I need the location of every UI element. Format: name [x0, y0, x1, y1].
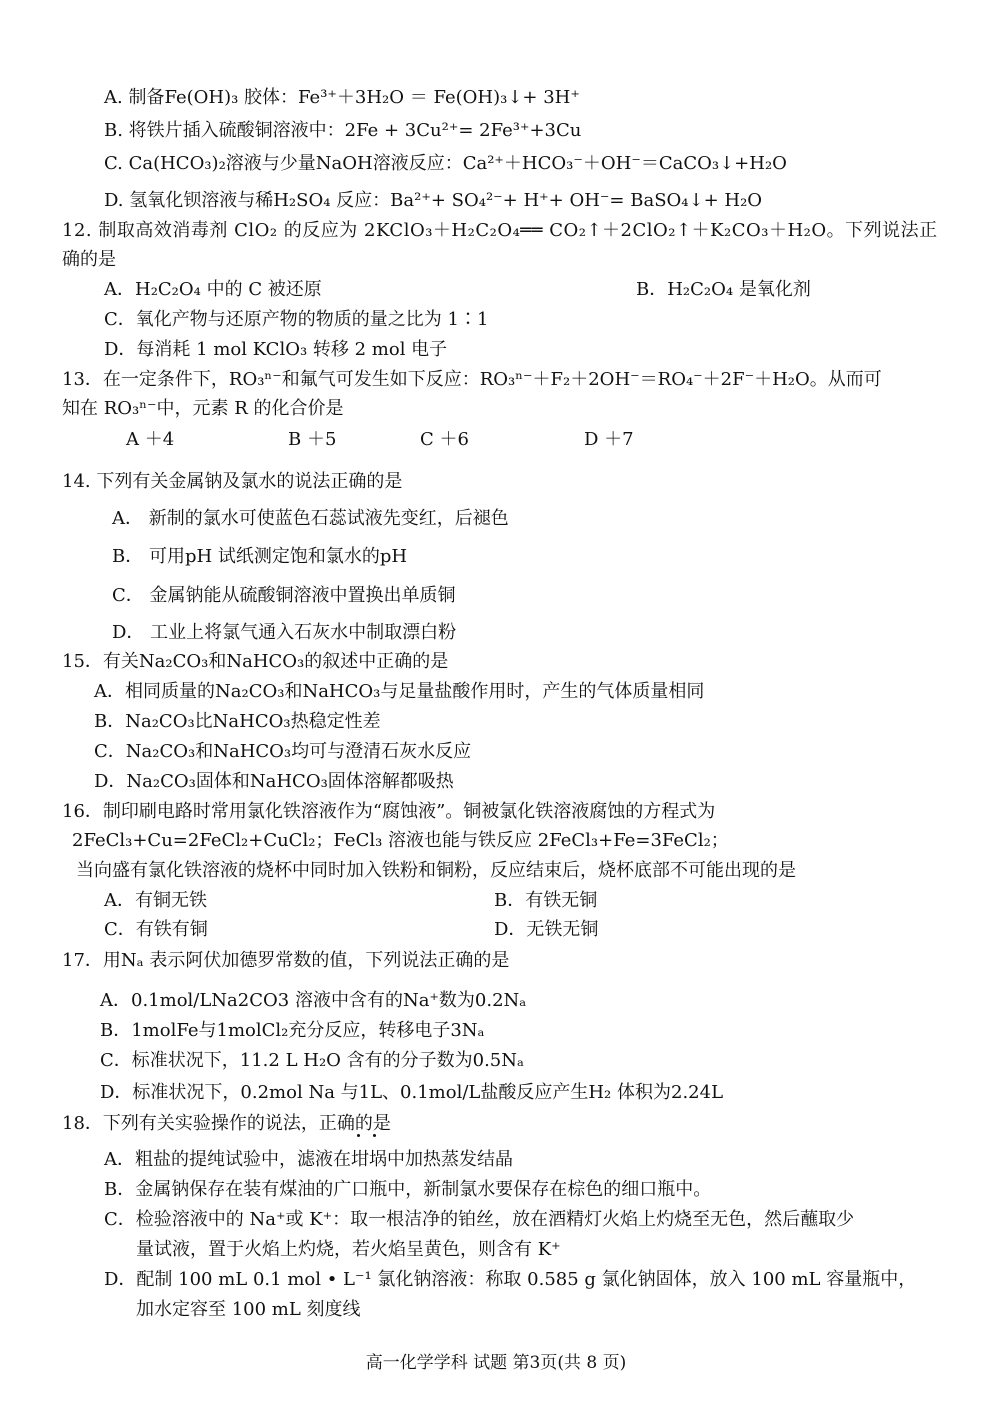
q12-option-d: D．每消耗 1 mol KClO₃ 转移 2 mol 电子	[104, 339, 448, 360]
q16-option-c: C．有铁有铜	[104, 919, 208, 940]
q11-option-a: A. 制备Fe(OH)₃ 胶体：Fe³⁺＋3H₂O ＝ Fe(OH)₃↓+ 3H⁺	[104, 87, 580, 108]
q18-option-d-line2: 加水定容至 100 mL 刻度线	[136, 1299, 361, 1320]
q16-option-a: A．有铜无铁	[104, 890, 207, 911]
q16-stem-line2: 2FeCl₃+Cu=2FeCl₂+CuCl₂；FeCl₃ 溶液也能与铁反应 2FeCl₃+Fe=3FeCl₂；	[72, 830, 729, 851]
q17-option-c: C．标准状况下，11.2 L H₂O 含有的分子数为0.5Nₐ	[100, 1050, 524, 1071]
q12-option-a: A．H₂C₂O₄ 中的 C 被还原	[104, 279, 322, 300]
q16-option-b: B．有铁无铜	[494, 890, 598, 911]
q16-stem-line1: 16．制印刷电路时常用氯化铁溶液作为“腐蚀液”。铜被氯化铁溶液腐蚀的方程式为	[62, 801, 716, 822]
q15-stem: 15．有关Na₂CO₃和NaHCO₃的叙述中正确的是	[62, 651, 449, 672]
q17-option-b: B．1molFe与1molCl₂充分反应，转移电子3Nₐ	[100, 1020, 485, 1041]
q12-option-b: B．H₂C₂O₄ 是氧化剂	[636, 279, 811, 300]
q13-option-c: C ＋6	[420, 429, 469, 450]
q14-option-a: A． 新制的氯水可使蓝色石蕊试液先变红，后褪色	[112, 508, 509, 529]
q11-option-d: D. 氢氧化钡溶液与稀H₂SO₄ 反应：Ba²⁺+ SO₄²⁻+ H⁺+ OH⁻= BaSO₄↓+ H₂O	[104, 190, 763, 211]
q18-stem: 18．下列有关实验操作的说法，正确的是	[62, 1113, 391, 1134]
q18-option-d-line1: D．配制 100 mL 0.1 mol • L⁻¹ 氯化钠溶液：称取 0.585 g 氯化钠固体，放入 100 mL 容量瓶中，	[104, 1269, 917, 1290]
q15-option-c: C．Na₂CO₃和NaHCO₃均可与澄清石灰水反应	[94, 741, 472, 762]
q11-option-b: B. 将铁片插入硫酸铜溶液中：2Fe + 3Cu²⁺= 2Fe³⁺+3Cu	[104, 120, 582, 141]
q15-option-a: A．相同质量的Na₂CO₃和NaHCO₃与足量盐酸作用时，产生的气体质量相同	[94, 681, 705, 702]
q12-option-c: C．氧化产物与还原产物的物质的量之比为 1∶1	[104, 309, 489, 330]
q18-option-c-line1: C．检验溶液中的 Na⁺或 K⁺：取一根洁净的铂丝，放在酒精灯火焰上灼烧至无色，然后蘸取少	[104, 1209, 855, 1230]
q17-stem: 17．用Nₐ 表示阿伏加德罗常数的值，下列说法正确的是	[62, 950, 510, 971]
q14-option-b: B． 可用pH 试纸测定饱和氯水的pH	[112, 546, 408, 567]
q14-option-d: D． 工业上将氯气通入石灰水中制取漂白粉	[112, 622, 457, 643]
q17-option-d: D．标准状况下，0.2mol Na 与1L、0.1mol/L盐酸反应产生H₂ 体积为2.24L	[100, 1082, 724, 1103]
page-footer: 高一化学学科 试题 第3页(共 8 页)	[365, 1353, 627, 1373]
q18-option-b: B．金属钠保存在装有煤油的广口瓶中，新制氯水要保存在棕色的细口瓶中。	[104, 1179, 712, 1200]
q13-option-a: A ＋4	[126, 429, 175, 450]
q15-option-d: D．Na₂CO₃固体和NaHCO₃固体溶解都吸热	[94, 771, 454, 792]
q18-option-a: A．粗盐的提纯试验中，滤液在坩埚中加热蒸发结晶	[104, 1149, 513, 1170]
q13-stem-line1: 13．在一定条件下，RO₃ⁿ⁻和氟气可发生如下反应：RO₃ⁿ⁻＋F₂＋2OH⁻＝RO₄⁻＋2F⁻＋H₂O。从而可	[62, 369, 882, 390]
q13-stem-line2: 知在 RO₃ⁿ⁻中，元素 R 的化合价是	[62, 398, 344, 419]
q14-option-c: C． 金属钠能从硫酸铜溶液中置换出单质铜	[112, 585, 456, 606]
q17-option-a: A．0.1mol/LNa2CO3 溶液中含有的Na⁺数为0.2Nₐ	[100, 990, 527, 1011]
q13-option-d: D ＋7	[584, 429, 634, 450]
q11-option-c: C. Ca(HCO₃)₂溶液与少量NaOH溶液反应：Ca²⁺＋HCO₃⁻＋OH⁻＝CaCO₃↓+H₂O	[104, 153, 787, 174]
q12-stem-line1: 12. 制取高效消毒剂 ClO₂ 的反应为 2KClO₃＋H₂C₂O₄══ CO₂↑＋2ClO₂↑＋K₂CO₃＋H₂O。下列说法正	[62, 220, 938, 241]
emphasis-dot	[373, 1134, 376, 1137]
q16-option-d: D．无铁无铜	[494, 919, 599, 940]
q15-option-b: B．Na₂CO₃比NaHCO₃热稳定性差	[94, 711, 381, 732]
emphasis-dot	[357, 1134, 360, 1137]
q13-option-b: B ＋5	[288, 429, 337, 450]
q14-stem: 14. 下列有关金属钠及氯水的说法正确的是	[62, 471, 403, 492]
q18-option-c-line2: 量试液，置于火焰上灼烧，若火焰呈黄色，则含有 K⁺	[136, 1239, 561, 1260]
q12-stem-line2: 确的是	[62, 249, 116, 270]
q16-stem-line3: 当向盛有氯化铁溶液的烧杯中同时加入铁粉和铜粉，反应结束后，烧杯底部不可能出现的是	[76, 860, 796, 881]
